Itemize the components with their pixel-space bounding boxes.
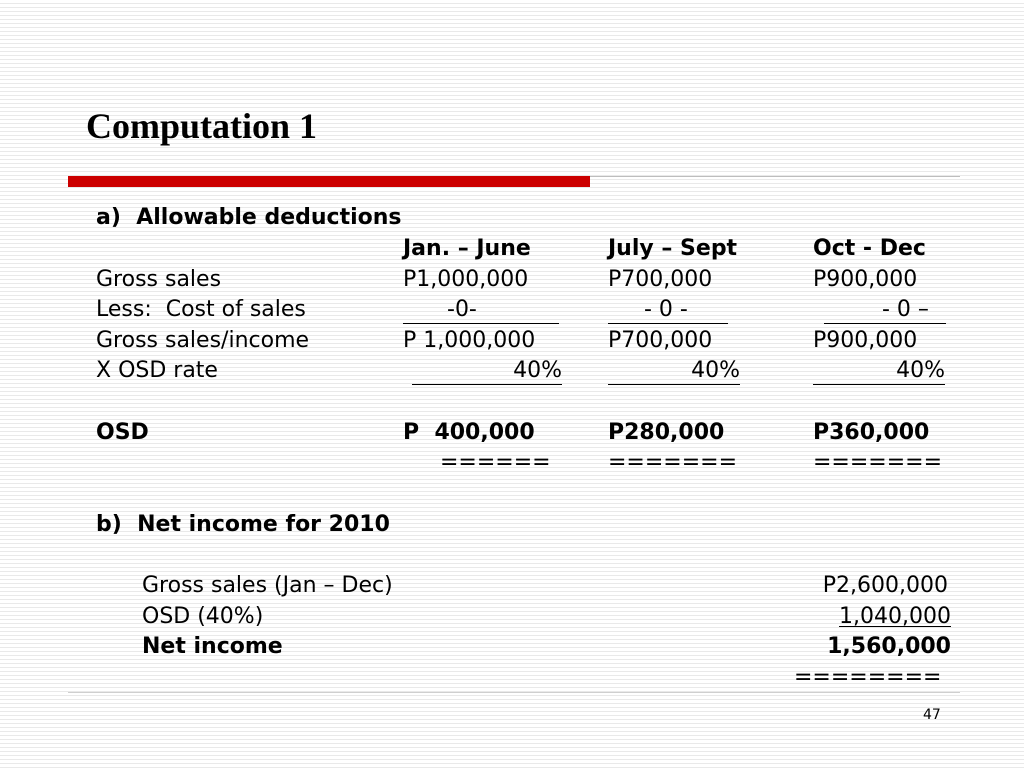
double-rule-jan-june: ====== [440,450,551,475]
osd-rate-july-sept-cell [608,358,740,385]
gross-income-july-sept: P700,000 [608,328,713,353]
cost-of-sales-oct-dec-cell [824,297,946,324]
osd-rate-oct-dec: 40% [896,358,945,383]
row-label-osd: OSD [96,420,149,445]
net-income-double-rule: ======== [794,665,942,690]
column-header-oct-dec: Oct - Dec [813,236,926,261]
slide-title: Computation 1 [86,106,318,146]
osd-rate-oct-dec-cell [813,358,945,385]
section-b-heading: b) Net income for 2010 [96,512,390,537]
gross-sales-jan-june: P1,000,000 [403,267,529,292]
osd-rate-july-sept: 40% [691,358,740,383]
cost-of-sales-jan-june-cell [403,297,559,324]
row-label-gross-sales-income: Gross sales/income [96,328,310,353]
osd-july-sept: P280,000 [608,420,725,445]
osd-jan-june: P 400,000 [403,420,535,445]
osd-rate-jan-june-cell [412,358,562,385]
row-label-gross-sales: Gross sales [96,267,222,292]
column-header-july-sept: July – Sept [608,236,738,261]
gross-income-jan-june: P 1,000,000 [403,328,536,353]
cost-of-sales-july-sept-cell [608,297,728,324]
gross-sales-year-value: P2,600,000 [822,573,948,598]
row-label-gross-sales-year: Gross sales (Jan – Dec) [142,573,393,598]
footer-divider-line [68,692,960,693]
double-rule-oct-dec: ======= [813,450,943,475]
osd-oct-dec: P360,000 [813,420,930,445]
cost-of-sales-oct-dec: - 0 – [882,297,929,322]
net-income-value: 1,560,000 [827,634,951,659]
osd-40-value: 1,040,000 [839,604,951,629]
gross-sales-oct-dec: P900,000 [813,267,918,292]
cost-of-sales-jan-june: -0- [447,297,477,322]
double-rule-july-sept: ======= [608,450,738,475]
osd-rate-jan-june: 40% [513,358,562,383]
title-accent-bar [68,176,590,187]
title-divider-line [590,176,960,177]
row-label-osd-rate: X OSD rate [96,358,218,383]
section-a-heading: a) Allowable deductions [96,205,402,230]
gross-income-oct-dec: P900,000 [813,328,918,353]
row-label-net-income: Net income [142,634,283,659]
gross-sales-july-sept: P700,000 [608,267,713,292]
row-label-osd-40: OSD (40%) [142,604,264,629]
column-header-jan-june: Jan. – June [403,236,531,261]
row-label-cost-of-sales: Less: Cost of sales [96,297,306,322]
page-number: 47 [923,707,941,723]
cost-of-sales-july-sept: - 0 - [644,297,688,322]
